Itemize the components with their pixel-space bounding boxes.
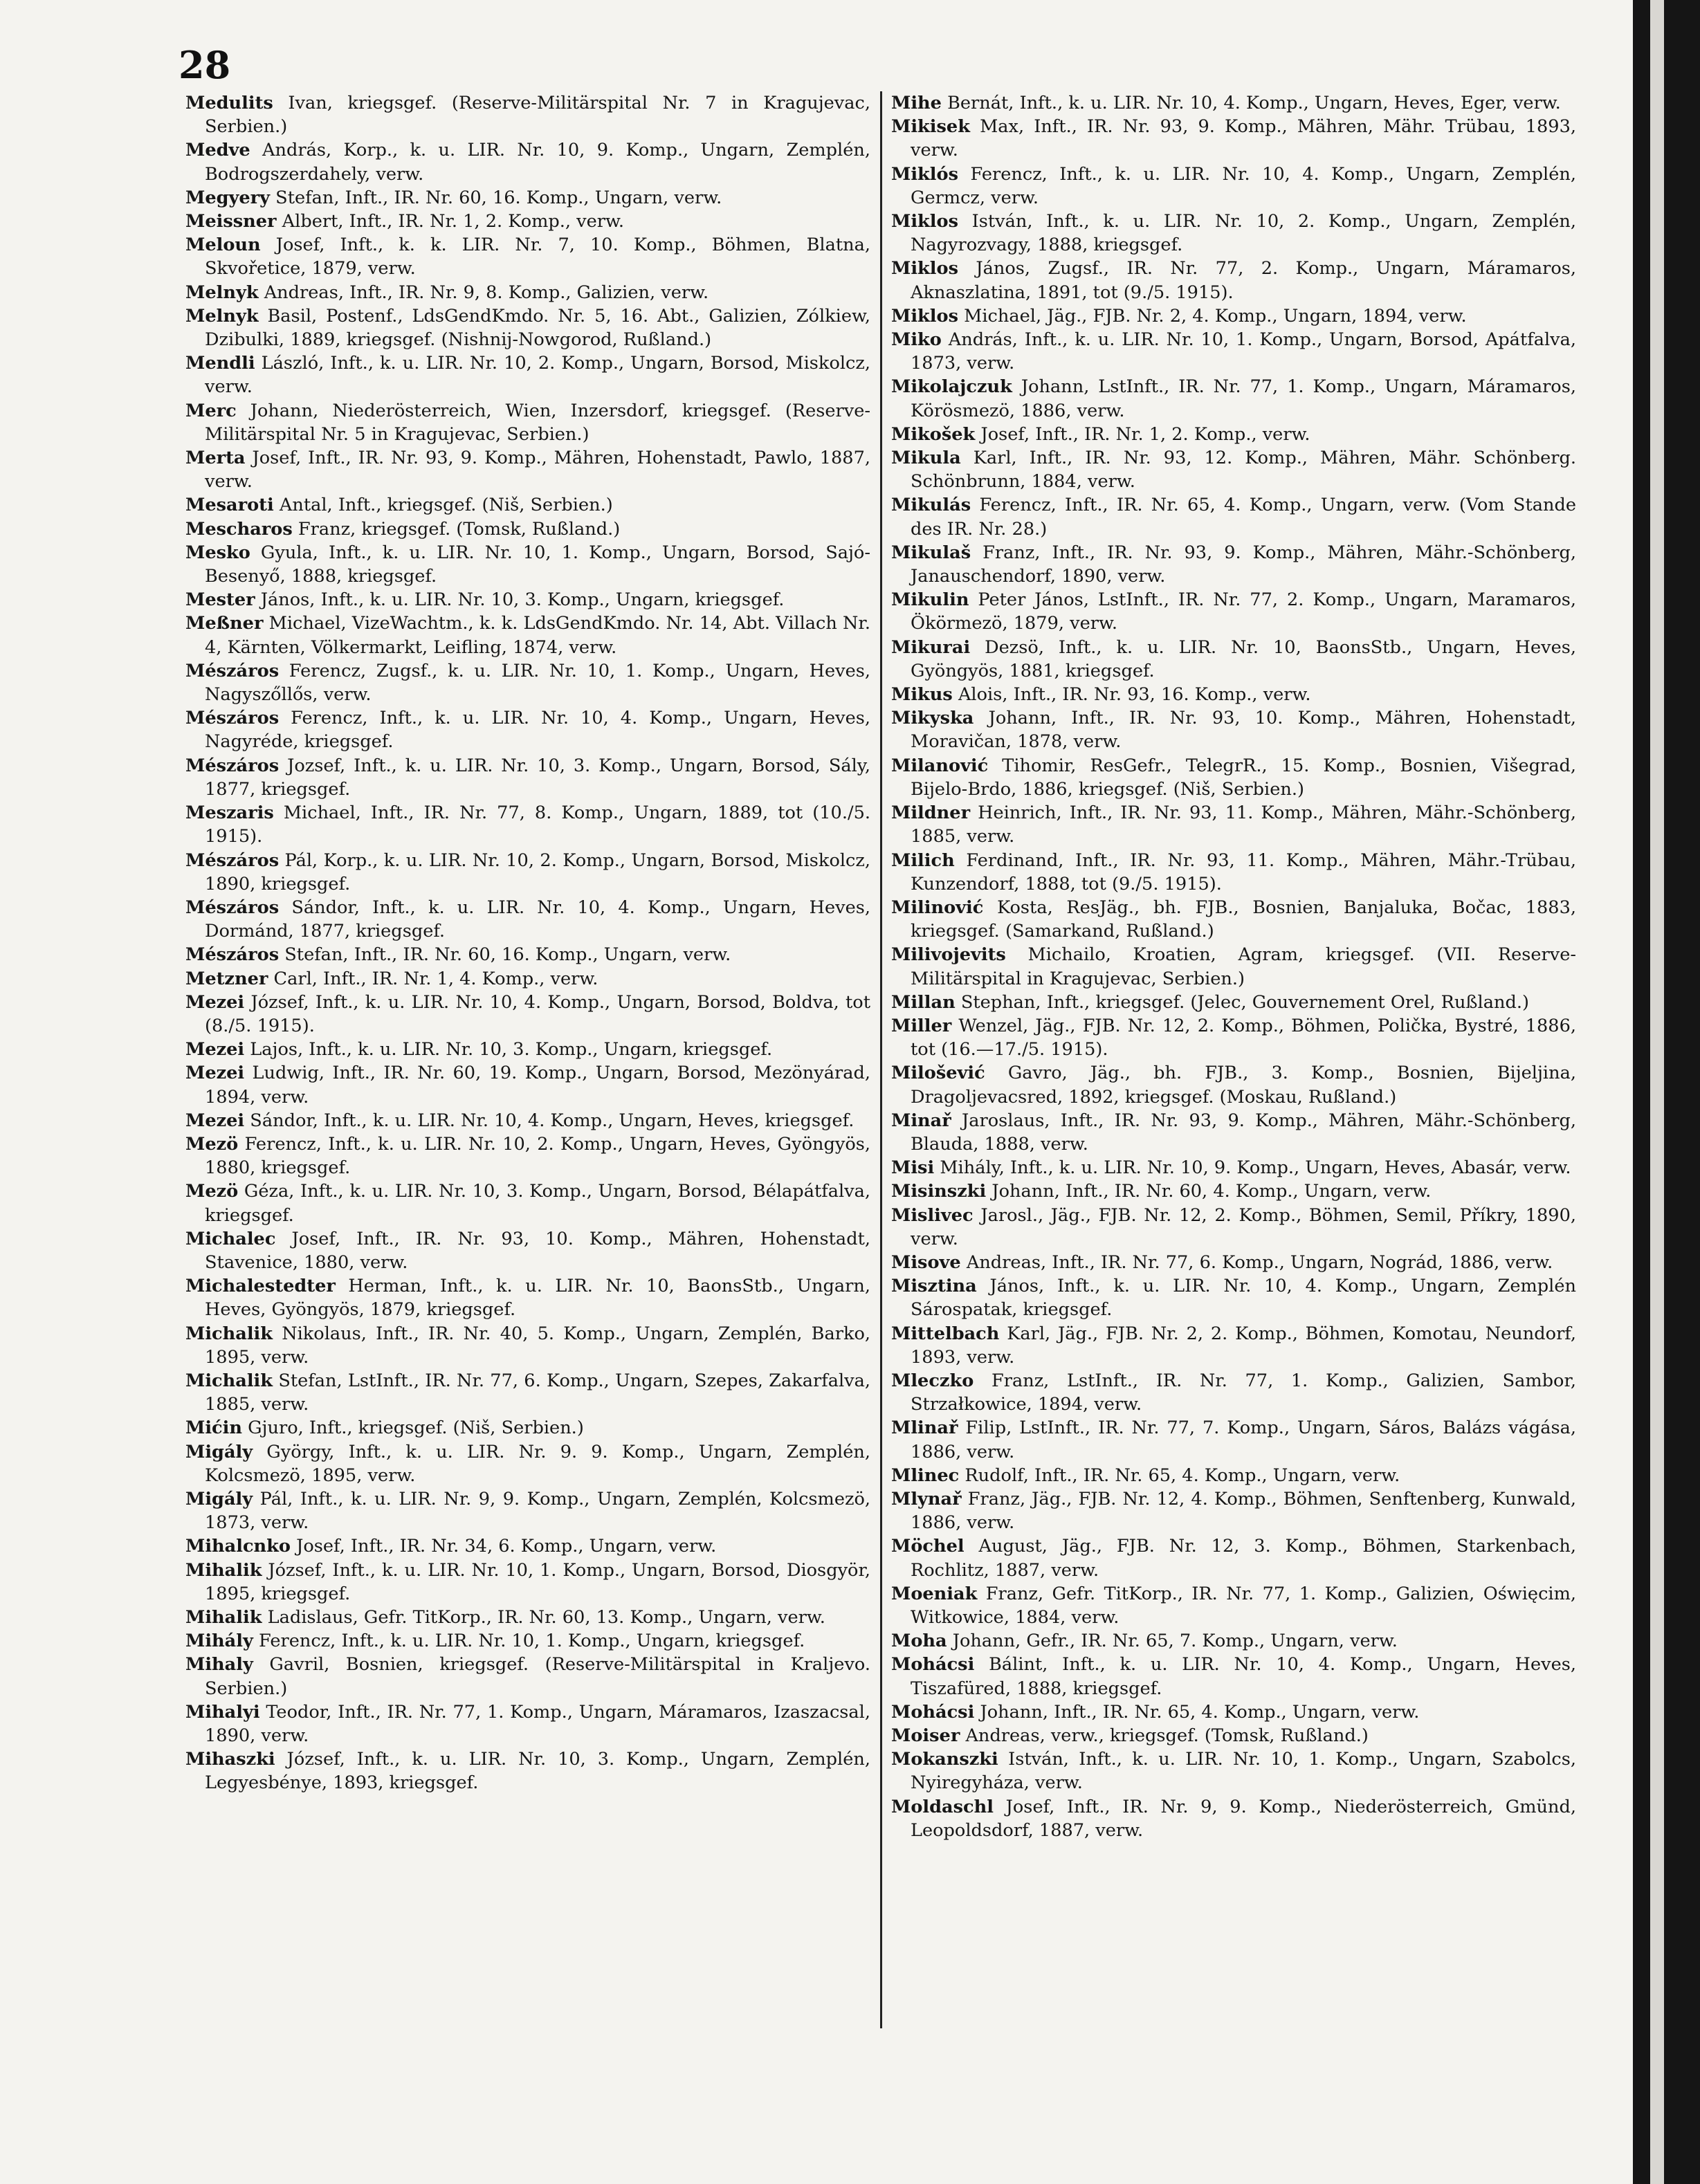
register-entry [185,1180,870,1227]
entry-details: Josef, Inft., IR. Nr. 34, 6. Komp., Ungarn, verw. [296,1536,717,1557]
entry-details: Josef, Inft., IR. Nr. 93, 10. Komp., Mähren, Hohenstadt, Stavenice, 1880, verw. [205,1228,870,1273]
entry-surname: Mikisek [891,116,970,138]
entry-details: Stefan, Inft., IR. Nr. 60, 16. Komp., Ungarn, verw. [275,187,722,208]
scan-edge-strip [1650,0,1664,2184]
entry-details: Gavril, Bosnien, kriegsgef. (Reserve-Militärspital in Kraljevo. Serbien.) [205,1654,871,1699]
register-entry [185,612,870,659]
entry-details: Pál, Korp., k. u. LIR. Nr. 10, 2. Komp., Ungarn, Borsod, Miskolcz, 1890, kriegsgef. [205,850,870,894]
register-entry [891,683,1576,706]
entry-surname: Meloun [185,235,261,256]
entry-details: Michael, Inft., IR. Nr. 77, 8. Komp., Ungarn, 1889, tot (10./5. 1915). [205,802,870,847]
entry-details: Sándor, Inft., k. u. LIR. Nr. 10, 4. Komp., Ungarn, Heves, Dormánd, 1877, kriegsgef. [205,897,871,942]
entry-surname: Miklos [891,211,958,232]
entry-surname: Mikus [891,684,953,706]
entry-surname: Mezei [185,991,245,1013]
entry-details: Géza, Inft., k. u. LIR. Nr. 10, 3. Komp., Ungarn, Borsod, Bélapátfalva, kriegsgef. [205,1181,871,1226]
entry-surname: Mezei [185,1039,245,1061]
entry-details: Jaroslaus, Inft., IR. Nr. 93, 9. Komp., Mähren, Mähr.-Schönberg, Blauda, 1888, verw. [911,1110,1577,1155]
register-entry [891,991,1576,1014]
register-entry [891,446,1576,493]
entry-details: Ivan, kriegsgef. (Reserve-Militärspital Nr. 7 in Kragujevac, Serbien.) [205,93,870,138]
entry-details: Bálint, Inft., k. u. LIR. Nr. 10, 4. Komp., Ungarn, Heves, Tiszafüred, 1888, kriegsgef. [911,1654,1576,1699]
entry-surname: Mohácsi [891,1701,975,1723]
register-entry [185,1440,870,1487]
entry-details: Albert, Inft., IR. Nr. 1, 2. Komp., verw. [282,211,625,232]
entry-surname: Mesaroti [185,495,274,516]
register-entry [185,943,870,966]
register-entry [891,754,1576,801]
entry-details: Nikolaus, Inft., IR. Nr. 40, 5. Komp., Ungarn, Zemplén, Barko, 1895, verw. [205,1323,870,1368]
register-entry [891,1274,1576,1321]
entry-surname: Miklós [891,163,958,185]
entry-surname: Misi [891,1157,935,1179]
entry-details: Michael, Jäg., FJB. Nr. 2, 4. Komp., Ungarn, 1894, verw. [964,305,1467,327]
entry-surname: Mikula [891,448,961,469]
register-entry [891,257,1576,304]
entry-surname: Mihalik [185,1607,262,1628]
entry-surname: Michalestedter [185,1276,336,1297]
entry-surname: Mescharos [185,518,293,540]
entry-details: Kosta, ResJäg., bh. FJB., Bosnien, Banjaluka, Bočac, 1883, kriegsgef. (Samarkand, Rußland.) [911,897,1577,942]
entry-surname: Mokanszki [891,1749,998,1770]
register-entry [185,754,870,801]
entry-surname: Milanović [891,755,989,776]
register-entry [185,1653,870,1700]
entry-surname: Mihaly [185,1654,253,1676]
entry-details: Ferencz, Inft., k. u. LIR. Nr. 10, 1. Komp., Ungarn, kriegsgef. [258,1631,805,1652]
entry-surname: Mezö [185,1133,239,1155]
entry-details: Basil, Postenf., LdsGendKmdo. Nr. 5, 16. Abt., Galizien, Zólkiew, Dzibulki, 1889, kriegsgef. (Nishnij-Nowgorod, Rußland.) [205,305,870,351]
register-entry [891,1061,1576,1108]
register-entry [185,1487,870,1534]
entry-details: Ferencz, Zugsf., k. u. LIR. Nr. 10, 1. Komp., Ungarn, Heves, Nagyszőllős, verw. [205,660,871,706]
entry-details: Johann, Gefr., IR. Nr. 65, 7. Komp., Ungarn, verw. [952,1631,1398,1652]
register-entry [185,1322,870,1369]
register-entry [185,1061,870,1108]
entry-details: Gyula, Inft., k. u. LIR. Nr. 10, 1. Komp., Ungarn, Borsod, Sajó-Besenyő, 1888, kriegsgef. [205,542,870,587]
register-entry [891,541,1576,588]
entry-details: Sándor, Inft., k. u. LIR. Nr. 10, 4. Komp., Ungarn, Heves, kriegsgef. [250,1110,854,1131]
register-entry [891,163,1576,210]
entry-surname: Medulits [185,93,273,113]
register-entry [891,706,1576,753]
entry-surname: Milinović [891,897,984,918]
right-column [891,91,1576,1842]
entry-details: Josef, Inft., IR. Nr. 93, 9. Komp., Mähren, Hohenstadt, Pawlo, 1887, verw. [205,448,870,493]
register-entry [891,1180,1576,1203]
entry-details: Johann, LstInft., IR. Nr. 77, 1. Komp., Ungarn, Máramaros, Körösmezö, 1886, verw. [911,376,1576,421]
register-entry [891,1795,1576,1842]
entry-surname: Mészáros [185,755,280,776]
entry-surname: Miklos [891,305,958,327]
entry-details: Carl, Inft., IR. Nr. 1, 4. Komp., verw. [273,968,598,989]
register-entry [185,801,870,848]
entry-surname: Mildner [891,802,971,824]
entry-details: János, Inft., k. u. LIR. Nr. 10, 3. Komp., Ungarn, kriegsgef. [260,589,785,611]
register-entry [185,1416,870,1440]
entry-surname: Mihalcnko [185,1536,291,1557]
entry-details: Karl, Inft., IR. Nr. 93, 12. Komp., Mähren, Mähr. Schönberg. Schönbrunn, 1884, verw. [911,448,1576,493]
entry-details: Karl, Jäg., FJB. Nr. 2, 2. Komp., Böhmen, Komotau, Neundorf, 1893, verw. [911,1323,1576,1368]
register-entry [891,801,1576,848]
entry-surname: Mészáros [185,897,280,918]
register-entry [185,1109,870,1132]
entry-details: József, Inft., k. u. LIR. Nr. 10, 1. Komp., Ungarn, Borsod, Diosgyör, 1895, kriegsgef. [205,1559,871,1604]
entry-details: Ladislaus, Gefr. TitKorp., IR. Nr. 60, 13. Komp., Ungarn, verw. [267,1607,825,1628]
entry-details: László, Inft., k. u. LIR. Nr. 10, 2. Komp., Ungarn, Borsod, Miskolcz, verw. [205,353,870,398]
entry-surname: Milivojevits [891,944,1006,966]
register-entry [891,1156,1576,1180]
register-entry [185,1534,870,1558]
entry-surname: Mészáros [185,944,280,966]
entry-details: Franz, LstInft., IR. Nr. 77, 1. Komp., Galizien, Sambor, Strzałkowice, 1894, verw. [911,1370,1576,1415]
entry-details: István, Inft., k. u. LIR. Nr. 10, 2. Komp., Ungarn, Zemplén, Nagyrozvagy, 1888, kriegsgef. [911,211,1576,256]
entry-details: Andreas, verw., kriegsgef. (Tomsk, Rußland.) [965,1725,1369,1747]
entry-details: Gjuro, Inft., kriegsgef. (Niš, Serbien.) [248,1417,584,1439]
entry-details: József, Inft., k. u. LIR. Nr. 10, 3. Komp., Ungarn, Zemplén, Legyesbénye, 1893, kriegsgef. [205,1749,870,1794]
entry-details: Wenzel, Jäg., FJB. Nr. 12, 2. Komp., Böhmen, Polička, Bystré, 1886, tot (16.—17./5. 1915). [911,1015,1576,1061]
register-entry [185,304,870,351]
entry-details: Herman, Inft., k. u. LIR. Nr. 10, BaonsStb., Ungarn, Heves, Gyöngyös, 1879, kriegsgef. [205,1276,870,1321]
entry-surname: Migály [185,1488,253,1509]
register-entry [891,1369,1576,1416]
entry-surname: Michalik [185,1323,273,1344]
register-entry [891,1582,1576,1629]
register-entry [185,91,870,138]
entry-surname: Michalik [185,1370,273,1391]
entry-surname: Meszaris [185,802,274,824]
entry-surname: Mlinec [891,1465,960,1486]
register-entry [891,1322,1576,1369]
entry-surname: Mészáros [185,850,280,871]
entry-details: Johann, Niederösterreich, Wien, Inzersdorf, kriegsgef. (Reserve-Militärspital Nr. 5 in Kragujevac, Serbien.) [205,400,870,445]
entry-details: András, Korp., k. u. LIR. Nr. 10, 9. Komp., Ungarn, Zemplén, Bodrogszerdahely, verw. [205,140,870,185]
entry-details: András, Inft., k. u. LIR. Nr. 10, 1. Komp., Ungarn, Borsod, Apátfalva, 1873, verw. [911,329,1576,374]
register-entry [891,1014,1576,1061]
entry-surname: Mikulás [891,495,971,516]
entry-surname: Merc [185,400,237,421]
register-entry [891,91,1576,115]
entry-details: Pál, Inft., k. u. LIR. Nr. 9, 9. Komp., Ungarn, Zemplén, Kolcsmezö, 1873, verw. [205,1488,870,1534]
entry-surname: Michalec [185,1228,276,1249]
entry-surname: Mihalik [185,1559,262,1581]
entry-details: György, Inft., k. u. LIR. Nr. 9. 9. Komp., Ungarn, Zemplén, Kolcsmezö, 1895, verw. [205,1441,870,1486]
entry-details: Lajos, Inft., k. u. LIR. Nr. 10, 3. Komp., Ungarn, kriegsgef. [250,1039,773,1061]
entry-surname: Minař [891,1110,951,1131]
entry-details: Peter János, LstInft., IR. Nr. 77, 2. Komp., Ungarn, Maramaros, Ökörmezö, 1879, verw. [911,589,1576,634]
entry-surname: Mesko [185,542,250,563]
entry-surname: Möchel [891,1536,965,1557]
entry-surname: Melnyk [185,305,259,327]
entry-details: Antal, Inft., kriegsgef. (Niš, Serbien.) [279,495,613,516]
entry-details: Stefan, LstInft., IR. Nr. 77, 6. Komp., Ungarn, Szepes, Zakarfalva, 1885, verw. [205,1370,870,1415]
entry-surname: Moha [891,1631,947,1652]
register-entry [185,541,870,588]
entry-surname: Misztina [891,1276,977,1297]
entry-details: Tihomir, ResGefr., TelegrR., 15. Komp., Bosnien, Višegrad, Bijelo-Brdo, 1886, kriegsgef. (Niš, Serbien.) [911,755,1576,800]
entry-details: Teodor, Inft., IR. Nr. 77, 1. Komp., Ungarn, Máramaros, Izaszacsal, 1890, verw. [205,1701,870,1747]
register-entry [891,115,1576,162]
entry-surname: Mendli [185,353,255,374]
entry-details: Filip, LstInft., IR. Nr. 77, 7. Komp., Ungarn, Sáros, Balázs vágása, 1886, verw. [911,1417,1576,1462]
register-entry [185,1132,870,1180]
entry-surname: Mlinař [891,1417,958,1439]
register-entry [891,1724,1576,1747]
entry-details: Johann, Inft., IR. Nr. 93, 10. Komp., Mähren, Hohenstadt, Moravičan, 1878, verw. [911,708,1576,753]
entry-surname: Mikulin [891,589,969,611]
register-entry [185,896,870,943]
entry-details: Ferencz, Inft., k. u. LIR. Nr. 10, 2. Komp., Ungarn, Heves, Gyöngyös, 1880, kriegsgef. [205,1133,870,1179]
register-entry [185,1274,870,1321]
register-entry [185,1369,870,1416]
entry-surname: Mleczko [891,1370,974,1391]
register-entry [891,375,1576,422]
entry-surname: Mittelbach [891,1323,1000,1344]
entry-details: Franz, Inft., IR. Nr. 93, 9. Komp., Mähren, Mähr.-Schönberg, Janauschendorf, 1890, verw. [911,542,1577,587]
entry-details: Josef, Inft., IR. Nr. 9, 9. Komp., Niederösterreich, Gmünd, Leopoldsdorf, 1887, verw. [911,1796,1576,1841]
register-entry [891,493,1576,540]
register-entry [185,1606,870,1629]
entry-details: Jozsef, Inft., k. u. LIR. Nr. 10, 3. Komp., Ungarn, Borsod, Sály, 1877, kriegsgef. [205,755,871,800]
register-entry [891,1204,1576,1251]
register-entry [891,328,1576,375]
entry-details: Ferdinand, Inft., IR. Nr. 93, 11. Komp., Mähren, Mähr.-Trübau, Kunzendorf, 1888, tot (9./5. 1915). [911,850,1576,894]
entry-surname: Misove [891,1251,961,1273]
entry-surname: Misinszki [891,1181,987,1202]
entry-details: István, Inft., k. u. LIR. Nr. 10, 1. Komp., Ungarn, Szabolcs, Nyiregyháza, verw. [911,1749,1576,1794]
entry-details: Josef, Inft., IR. Nr. 1, 2. Komp., verw. [980,423,1310,445]
entry-surname: Miko [891,329,942,351]
entry-surname: Merta [185,448,246,469]
entry-surname: Medve [185,140,250,161]
entry-details: Franz, Gefr. TitKorp., IR. Nr. 77, 1. Komp., Galizien, Oświęcim, Witkowice, 1884, verw. [911,1583,1576,1628]
left-column [185,91,870,1795]
entry-details: Johann, Inft., IR. Nr. 60, 4. Komp., Ungarn, verw. [991,1181,1432,1202]
entry-details: Josef, Inft., k. k. LIR. Nr. 7, 10. Komp., Böhmen, Blatna, Skvořetice, 1879, verw. [205,235,870,279]
register-entry [891,1653,1576,1700]
entry-surname: Megyery [185,187,271,208]
entry-surname: Mlynař [891,1488,962,1509]
column-divider [880,91,882,2028]
register-entry [185,659,870,706]
entry-surname: Mikulaš [891,542,971,563]
register-entry [891,1416,1576,1463]
register-entry [185,849,870,896]
entry-details: Dezsö, Inft., k. u. LIR. Nr. 10, BaonsStb., Ungarn, Heves, Gyöngyös, 1881, kriegsgef. [911,636,1576,681]
entry-surname: Milošević [891,1063,985,1084]
register-entry [185,588,870,612]
register-entry [891,943,1576,990]
entry-details: Andreas, Inft., IR. Nr. 77, 6. Komp., Ungarn, Nográd, 1886, verw. [966,1251,1553,1273]
register-entry [891,1747,1576,1795]
entry-details: Johann, Inft., IR. Nr. 65, 4. Komp., Ungarn, verw. [980,1701,1420,1723]
entry-surname: Mihály [185,1631,253,1652]
register-entry [891,210,1576,257]
entry-details: Jarosl., Jäg., FJB. Nr. 12, 2. Komp., Böhmen, Semil, Příkry, 1890, verw. [911,1204,1577,1249]
register-entry [185,1629,870,1653]
entry-details: József, Inft., k. u. LIR. Nr. 10, 4. Komp., Ungarn, Borsod, Boldva, tot (8./5. 1915). [205,991,870,1036]
register-entry [891,1629,1576,1653]
register-entry [891,1251,1576,1274]
entry-details: August, Jäg., FJB. Nr. 12, 3. Komp., Böhmen, Starkenbach, Rochlitz, 1887, verw. [911,1536,1576,1581]
register-entry [185,446,870,493]
entry-details: Max, Inft., IR. Nr. 93, 9. Komp., Mähren, Mähr. Trübau, 1893, verw. [911,116,1577,161]
entry-details: Mihály, Inft., k. u. LIR. Nr. 10, 9. Komp., Ungarn, Heves, Abasár, verw. [940,1157,1571,1179]
entry-details: Franz, kriegsgef. (Tomsk, Rußland.) [298,518,621,540]
entry-surname: Moiser [891,1725,960,1747]
register-entry [185,233,870,280]
entry-surname: Mészáros [185,708,280,729]
register-entry [891,849,1576,896]
register-entry [185,281,870,304]
register-entry [891,1700,1576,1724]
entry-surname: Mikošek [891,423,976,445]
entry-surname: Mihe [891,93,942,113]
register-entry [185,493,870,517]
entry-surname: Mester [185,589,255,611]
entry-details: Gavro, Jäg., bh. FJB., 3. Komp., Bosnien, Bijeljina, Dragoljevacsred, 1892, kriegsgef. (Moskau, Rußland.) [911,1063,1576,1108]
entry-details: Michael, VizeWachtm., k. k. LdsGendKmdo. Nr. 14, Abt. Villach Nr. 4, Kärnten, Völkermarkt, Leifling, 1874, verw. [205,613,870,658]
entry-details: János, Inft., k. u. LIR. Nr. 10, 4. Komp., Ungarn, Zemplén Sárospatak, kriegsgef. [911,1276,1576,1321]
entry-surname: Mikyska [891,708,974,729]
entry-surname: Miller [891,1015,952,1036]
register-entry [185,186,870,210]
register-entry [185,967,870,991]
entry-surname: Mohácsi [891,1654,975,1676]
register-entry [185,1227,870,1274]
register-entry [891,1534,1576,1581]
entry-details: Bernát, Inft., k. u. LIR. Nr. 10, 4. Komp., Ungarn, Heves, Eger, verw. [947,93,1561,113]
register-entry [891,304,1576,328]
register-entry [891,423,1576,446]
register-entry [891,1109,1576,1156]
register-entry [891,896,1576,943]
register-entry [185,210,870,233]
entry-details: Franz, Jäg., FJB. Nr. 12, 4. Komp., Böhmen, Senftenberg, Kunwald, 1886, verw. [911,1488,1576,1534]
entry-surname: Mihalyi [185,1701,260,1723]
entry-surname: Mikurai [891,636,971,658]
entry-surname: Miklos [891,258,958,279]
entry-surname: Moeniak [891,1583,978,1604]
entry-details: Heinrich, Inft., IR. Nr. 93, 11. Komp., Mähren, Mähr.-Schönberg, 1885, verw. [911,802,1576,847]
entry-details: Rudolf, Inft., IR. Nr. 65, 4. Komp., Ungarn, verw. [965,1465,1400,1486]
register-entry [185,138,870,185]
entry-details: Michailo, Kroatien, Agram, kriegsgef. (VII. Reserve-Militärspital in Kragujevac, Serbien.) [911,944,1576,989]
entry-surname: Moldaschl [891,1796,994,1817]
register-entry [185,1747,870,1795]
register-entry [185,706,870,753]
entry-surname: Mihaszki [185,1749,275,1770]
entry-surname: Mezei [185,1110,245,1131]
entry-details: Ludwig, Inft., IR. Nr. 60, 19. Komp., Ungarn, Borsod, Mezönyárad, 1894, verw. [205,1063,870,1108]
entry-surname: Melnyk [185,282,259,303]
entry-surname: Mikolajczuk [891,376,1012,398]
register-entry [185,399,870,446]
entry-details: Stephan, Inft., kriegsgef. (Jelec, Gouvernement Orel, Rußland.) [960,991,1529,1013]
register-entry [891,1464,1576,1487]
entry-details: Ferencz, Inft., k. u. LIR. Nr. 10, 4. Komp., Ungarn, Heves, Nagyréde, kriegsgef. [205,708,870,753]
entry-surname: Migály [185,1441,253,1462]
entry-surname: Mezö [185,1181,239,1202]
entry-surname: Meissner [185,211,277,232]
register-entry [185,1559,870,1606]
entry-surname: Millan [891,991,956,1013]
entry-surname: Mezei [185,1063,245,1084]
register-entry [185,1700,870,1747]
entry-surname: Mićin [185,1417,242,1439]
register-entry [891,636,1576,683]
entry-surname: Mislivec [891,1204,974,1226]
entry-details: Ferencz, Inft., k. u. LIR. Nr. 10, 4. Komp., Ungarn, Zemplén, Germcz, verw. [911,163,1577,208]
entry-details: Alois, Inft., IR. Nr. 93, 16. Komp., verw. [958,684,1311,706]
entry-details: Andreas, Inft., IR. Nr. 9, 8. Komp., Galizien, verw. [264,282,709,303]
scan-edge [1633,0,1700,2184]
entry-surname: Metzner [185,968,268,989]
register-entry [891,588,1576,635]
register-entry [891,1487,1576,1534]
page-number: 28 [179,43,231,87]
entry-details: János, Zugsf., IR. Nr. 77, 2. Komp., Ungarn, Máramaros, Aknaszlatina, 1891, tot (9./5. 1915). [911,258,1577,303]
entry-details: Stefan, Inft., IR. Nr. 60, 16. Komp., Ungarn, verw. [284,944,731,966]
entry-surname: Milich [891,850,955,871]
register-entry [185,991,870,1038]
register-entry [185,517,870,541]
entry-surname: Meßner [185,613,264,634]
register-entry [185,351,870,398]
entry-details: Ferencz, Inft., IR. Nr. 65, 4. Komp., Ungarn, verw. (Vom Stande des IR. Nr. 28.) [911,495,1577,540]
register-entry [185,1038,870,1061]
entry-surname: Mészáros [185,660,280,681]
